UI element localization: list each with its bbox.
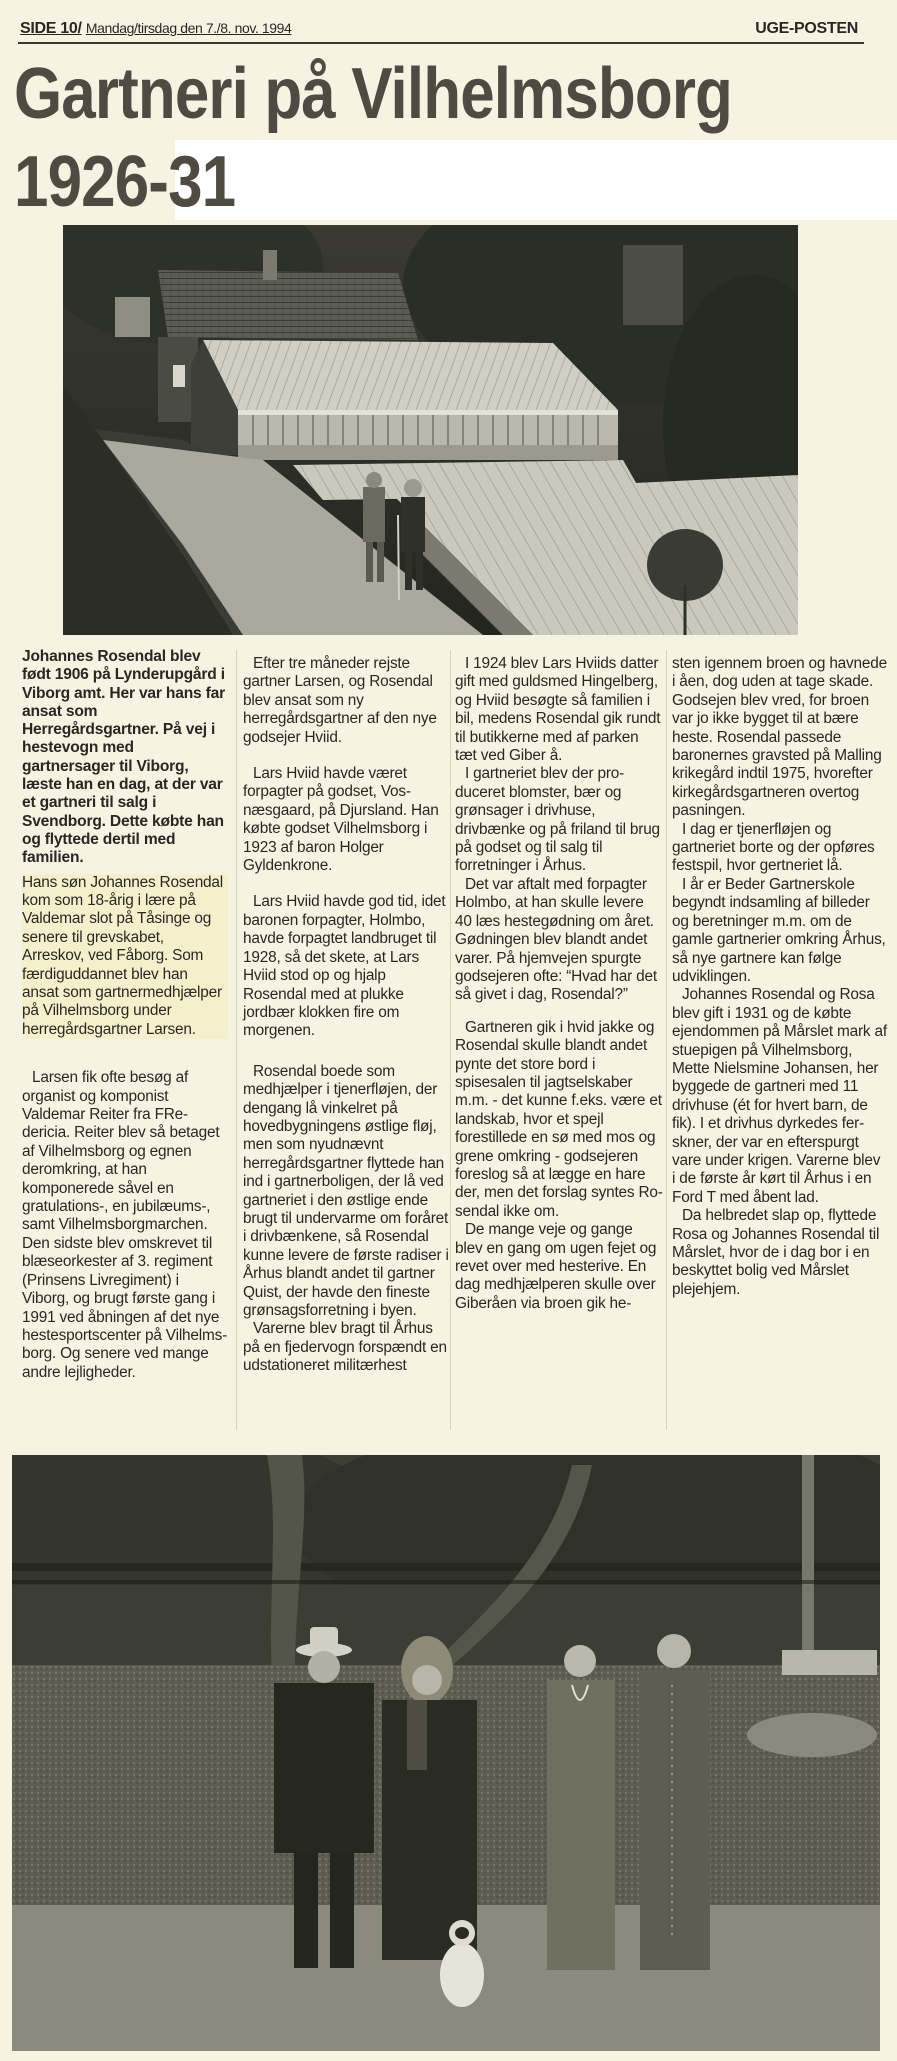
article-paragraph: Gartneren gik i hvid jakke og Rosendal skulle blandt andet pynte det store bord i spisesalen til jagtselskaber m.m. - det kunne f.eks. være et landskab, hvor et spejl forestillede en sø med mos og grene omkring - godsejeren foreslog så at lægge en hare der, men det forslag syntes Rosendal ikke om. — [455, 1018, 663, 1220]
headline — [14, 50, 732, 226]
column-rule — [236, 650, 237, 1430]
masthead — [18, 20, 864, 44]
article-column-2 — [243, 655, 451, 1394]
article-column-1 — [22, 648, 228, 1400]
article-paragraph: Lars Hviid havde været forpagter på godset, Vosnæsgaard, på Djursland. Han købte godset Vilhelmsborg i 1923 af baron Holger Gyldenkrone. — [243, 765, 439, 875]
article-paragraph: Da helbredet slap op, flyttede Rosa og Johannes Rosendal til Mårslet, hvor de i dag bor i en beskyttet bolig ved Mårslet plejehjem. — [672, 1207, 880, 1298]
article-paragraph: Johannes Rosendal og Rosa blev gift i 1931 og de købte ejendommen på Mårslet mark af stuepigen på Vilhelmsborg, Mette Nielsmine Johansen, her byggede de gartneri med 11 drivhuse (ét for hvert barn, de fik). I et drivhus dyrkedes ferskner, der var en efterspurgt vare under krigen. Varerne blev i de første år kørt til Århus i en Ford T med åbent lad. — [672, 986, 887, 1206]
article-paragraph: De mange veje og gange blev en gang om ugen fejet og revet over med hesterive. En dag medhjælperen skulle over Giberåen via broen gik he- — [455, 1221, 657, 1312]
greenhouse-photo-graphic — [63, 225, 798, 635]
article-column-4 — [672, 655, 887, 1317]
article-column-3 — [455, 655, 663, 1331]
article-paragraph: Det var aftalt med forpagter Holmbo, at han skulle levere 40 læs hestegødning om året. Gødningen blev blandt andet varer. På hjemvejen spurgte godsejeren ofte: “Hvad har det så givet i dag, Rosendal?” — [455, 875, 657, 1004]
headline-line-1: Gartneri på Vilhelmsborg — [14, 54, 733, 134]
article-paragraph: I 1924 blev Lars Hviids datter gift med guldsmed Hingelberg, og Hviid besøgte så familien i bil, medens Rosendal gik rundt til butikkerne med af parken tæt ved Giber å. — [455, 655, 661, 765]
column-rule — [666, 650, 667, 1430]
greenhouse-photo — [63, 225, 798, 635]
family-photo-graphic — [12, 1455, 880, 2051]
page-label: SIDE 10/ — [20, 20, 82, 37]
lead-paragraph: Johannes Rosendal blev født 1906 på Lynderupgård i Viborg amt. Her var hans far ansat som Herregårdsgartner. På vej i hestevogn med gartnersager til Viborg, læste han en dag, at der var et gartneri til salg i Svendborg. Dette købte han og flyttede dertil med familien. — [22, 648, 225, 867]
article-paragraph: I dag er tjenerfløjen og gartneriet borte og der opføres festspil, hvor gertneriet lå. — [672, 820, 875, 875]
family-photo — [12, 1455, 880, 2051]
article-paragraph: sten igennem broen og havnede i åen, dog uden at tage skade. Godsejen blev vred, for broen var jo ikke bygget til at bære heste. Rosendal passede baronernes gravsted på Malling krikegård indtil 1975, hvorefter kirkegårdsgartneren overtog pasningen. — [672, 655, 887, 820]
publication-name: UGE-POSTEN — [755, 20, 858, 37]
article-paragraph: Hans søn Johannes Rosendal kom som 18-årig i lære på Valdemar slot på Tåsinge og senere til grevskabet, Arreskov, ved Fåborg. Som færdiguddannet blev han ansat som gartnermedhjælper på Vilhelmsborg under herregårdsgartner Larsen. — [22, 874, 228, 1040]
masthead-left — [20, 20, 291, 38]
article-paragraph: I gartneriet blev der produceret blomster, bær og grønsager i drivhuse, drivbænke og på friland til brug på godset og til salg til forretninger i Århus. — [455, 765, 660, 875]
article-paragraph: Rosendal boede som medhjælper i tjenerfløjen, der dengang lå vinkelret på hovedbygningens østlige fløj, men som nyudnævnt herregårdsgartner flyttede han ind i gartnerboligen, der lå ved gartneriet i den østlige ende brugt til undervarme om foråret i drivbænkene, så Rosendal kunne levere de første radiser i Århus blandt andet til gartner Quist, der havde den fineste grønsagsforretning i byen. — [243, 1062, 449, 1319]
article-paragraph: I år er Beder Gartnerskole begyndt indsamling af billeder og beretninger m.m. om de gamle gartnerier omkring Århus, så nye gartnere kan følge udviklingen. — [672, 875, 886, 985]
article-paragraph: Lars Hviid havde god tid, idet baronen forpagter, Holmbo, havde forpagtet landbruget til 1928, så det skete, at Lars Hviid stod op og hjalp Rosendal med at plukke jordbær klokken fire om morgenen. — [243, 893, 446, 1040]
headline-line-2: 1926-31 — [14, 142, 236, 222]
article-paragraph: Varerne blev bragt til Århus på en fjedervogn forspændt en udstationeret militærhest — [243, 1320, 447, 1375]
article-paragraph: Larsen fik ofte besøg af organist og komponist Valdemar Reiter fra FRedericia. Reiter blev så betaget af Vilhelmsborg og egnen deromkring, at han komponerede såvel en gratulations-, en jubilæums-, samt Vilhelmsborgmarchen. Den sidste blev omskrevet til blæseorkester af 3. regiment (Prinsens Livregiment) i Viborg, og brugt første gang i 1991 ved åbningen af det nye hestesportscenter på Vilhelmsborg. Og senere ved mange andre lejligheder. — [22, 1069, 228, 1381]
issue-date: Mandag/tirsdag den 7./8. nov. 1994 — [85, 20, 292, 36]
article-paragraph: Efter tre måneder rejste gartner Larsen, og Rosendal blev ansat som ny herregårdsgartner af den nye godsejer Hviid. — [243, 655, 437, 746]
